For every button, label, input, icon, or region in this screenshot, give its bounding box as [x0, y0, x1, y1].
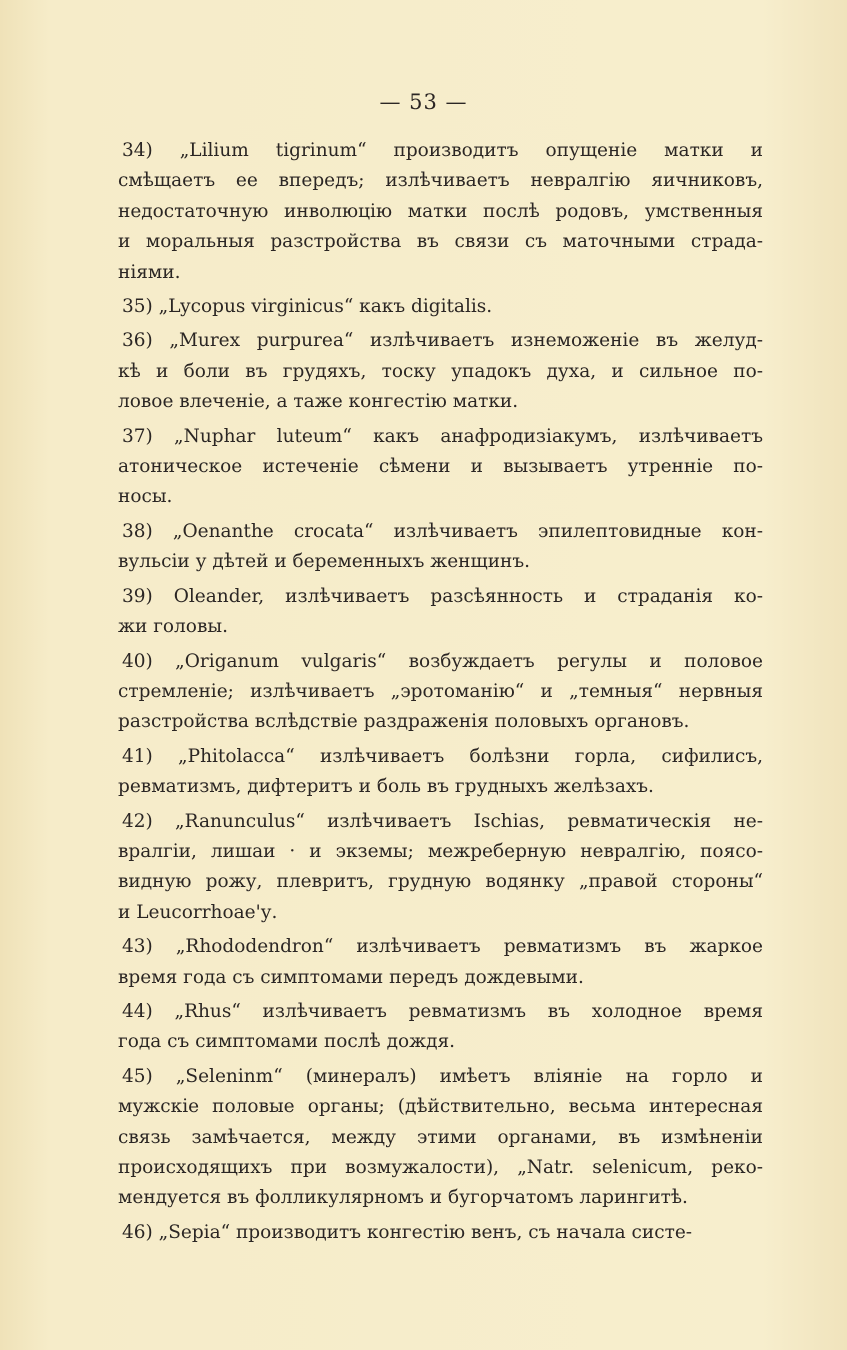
text-line: ревматизмъ, дифтеритъ и боль въ грудныхъ желѣзахъ.: [118, 776, 654, 798]
text-line: недостаточную инволюцію матки послѣ родовъ, умственныя: [118, 200, 763, 222]
paragraph: [118, 582, 763, 643]
paragraph: [118, 292, 763, 322]
text-line: 44) „Rhus“ излѣчиваетъ ревматизмъ въ холодное время: [122, 1000, 763, 1022]
text-line: 42) „Ranunculus“ излѣчиваетъ Ischias, ревматическія не-: [122, 810, 763, 832]
text-line: ловое влеченіе, а таже конгестію матки.: [118, 391, 519, 413]
text-line: время года съ симптомами передъ дождевыми.: [118, 966, 584, 988]
text-line: и Leucorrhoae'у.: [118, 901, 278, 923]
page-number: — 53 —: [379, 90, 468, 114]
paragraph: [118, 932, 763, 993]
text-line: 37) „Nuphar luteum“ какъ анафродизіакумъ, излѣчиваетъ: [122, 425, 763, 447]
text-line: разстройства вслѣдствіе раздраженія половыхъ органовъ.: [118, 711, 690, 733]
text-line: вралгіи, лишаи · и экземы; межреберную невралгію, поясо-: [118, 840, 763, 862]
text-line: кѣ и боли въ грудяхъ, тоску упадокъ духа, и сильное по-: [118, 360, 763, 382]
text-line: видную рожу, плевритъ, грудную водянку „правой стороны“: [118, 871, 763, 893]
text-line: 45) „Seleninm“ (минералъ) имѣетъ вліяніе на горло и: [122, 1065, 763, 1087]
text-line: 46) „Sepia“ производитъ конгестію венъ, съ начала систе-: [122, 1221, 693, 1243]
paragraph: [118, 807, 763, 929]
text-line: мужскіе половые органы; (дѣйствительно, весьма интересная: [118, 1096, 763, 1118]
text-line: связь замѣчается, между этими органами, въ измѣненіи: [118, 1126, 763, 1148]
text-line: атоническое истеченіе сѣмени и вызываетъ утренніе по-: [118, 456, 763, 478]
paragraph: [118, 1218, 763, 1248]
paragraph: [118, 1062, 763, 1214]
text-line: 36) „Murex purpurea“ излѣчиваетъ изнеможеніе въ желуд-: [122, 330, 763, 352]
paragraph: [118, 136, 763, 288]
text-line: 34) „Lilium tigrinum“ производитъ опущеніе матки и: [122, 140, 763, 161]
text-line: 40) „Origanum vulgaris“ возбуждаетъ регулы и половое: [122, 650, 763, 672]
paragraph: [118, 742, 763, 803]
text-line: смѣщаетъ ее впередъ; излѣчиваетъ невралгію яичниковъ,: [118, 170, 763, 192]
text-line: и моральныя разстройства въ связи съ маточными страда-: [118, 231, 763, 253]
text-line: происходящихъ при возмужалости), „Natr. selenicum, реко-: [118, 1157, 763, 1178]
text-line: стремленіе; излѣчиваетъ „эротоманію“ и „темныя“ нервныя: [118, 680, 763, 702]
text-line: носы.: [118, 486, 173, 508]
text-line: 35) „Lycopus virginicus“ какъ digitalis.: [122, 296, 493, 318]
text-line: 38) „Oenanthe crocata“ излѣчиваетъ эпилептовидные кон-: [122, 520, 763, 542]
paragraph: [118, 517, 763, 578]
paragraph: [118, 647, 763, 738]
paragraph: [118, 422, 763, 513]
text-line: ніями.: [118, 261, 181, 283]
text-line: 41) „Phitolacca“ излѣчиваетъ болѣзни горла, сифилисъ,: [122, 745, 763, 767]
text-line: мендуется въ фолликулярномъ и бугорчатомъ ларингитѣ.: [118, 1187, 688, 1209]
text-line: жи головы.: [118, 616, 228, 638]
text-line: 39) Oleander, излѣчиваетъ разсѣянность и страданія ко-: [122, 585, 763, 607]
text-line: вульсіи у дѣтей и беременныхъ женщинъ.: [118, 551, 531, 573]
text-line: года съ симптомами послѣ дождя.: [118, 1031, 456, 1053]
text-line: 43) „Rhododendron“ излѣчиваетъ ревматизмъ въ жаркое: [122, 936, 763, 958]
body-text: [118, 136, 763, 1252]
paragraph: [118, 326, 763, 417]
paragraph: [118, 997, 763, 1058]
